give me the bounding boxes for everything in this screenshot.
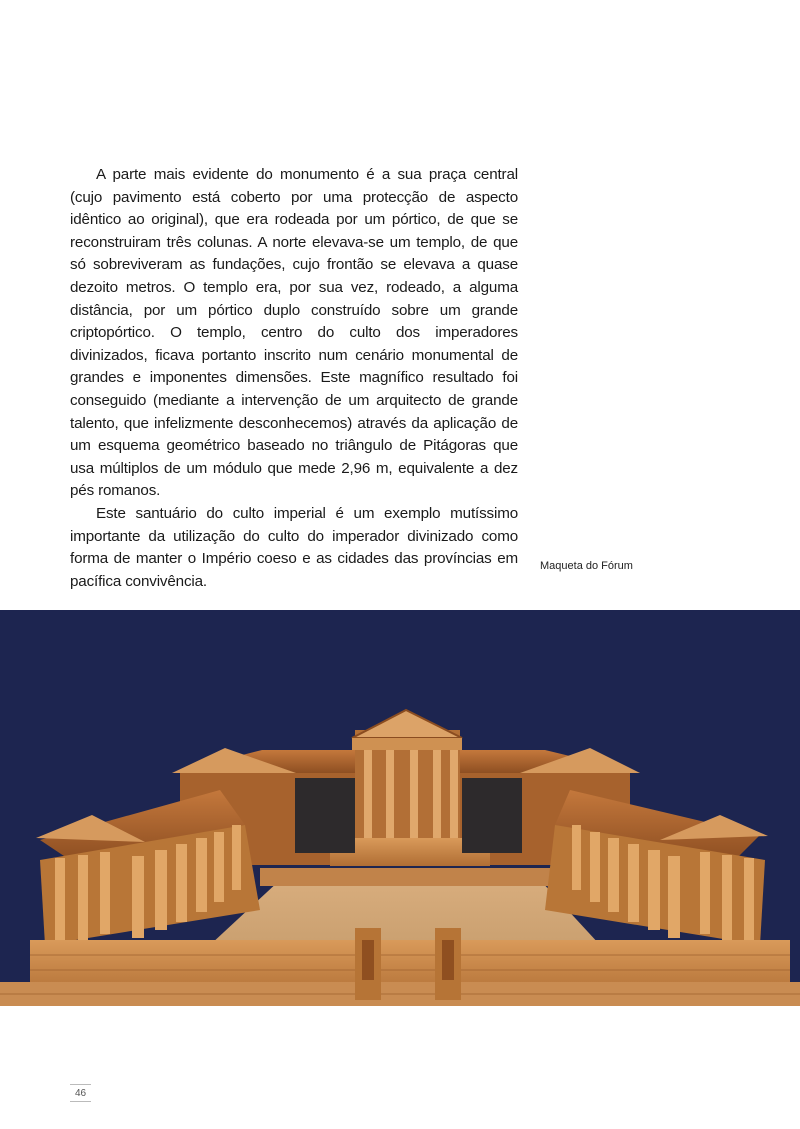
forum-model-illustration bbox=[0, 610, 800, 1006]
article-body bbox=[70, 164, 518, 593]
figure-caption: Maqueta do Fórum bbox=[540, 560, 633, 572]
forum-model-photo bbox=[0, 610, 800, 1006]
paragraph-2: Este santuário do culto imperial é um exemplo mutíssimo importante da utilização do culto do imperador divinizado como forma de manter o Império coeso e as cidades das províncias em pacífica convivência. bbox=[70, 504, 518, 590]
page-number: 46 bbox=[70, 1084, 91, 1102]
paragraph-1: A parte mais evidente do monumento é a sua praça central (cujo pavimento está coberto por uma protecção de aspecto idêntico ao original), que era rodeada por um pórtico, de que se reconstruiram três colunas. A norte elevava-se um templo, de que só sobreviveram as fundações, cujo frontão se elevava a quase dezoito metros. O templo era, por sua vez, rodeado, a alguma distância, por um pórtico duplo construído sobre um grande criptopórtico. O templo, centro do culto dos imperadores divinizados, ficava portanto inscrito num cenário monumental de grandes e imponentes dimensões. Este magnífico resultado foi conseguido (mediante a intervenção de um arquitecto de grande talento, que infelizmente desconhecemos) através da aplicação de um esquema geométrico baseado no triângulo de Pitágoras que usa múltiplos de um módulo que mede 2,96 m, equivalente a dez pés romanos. bbox=[70, 166, 518, 500]
